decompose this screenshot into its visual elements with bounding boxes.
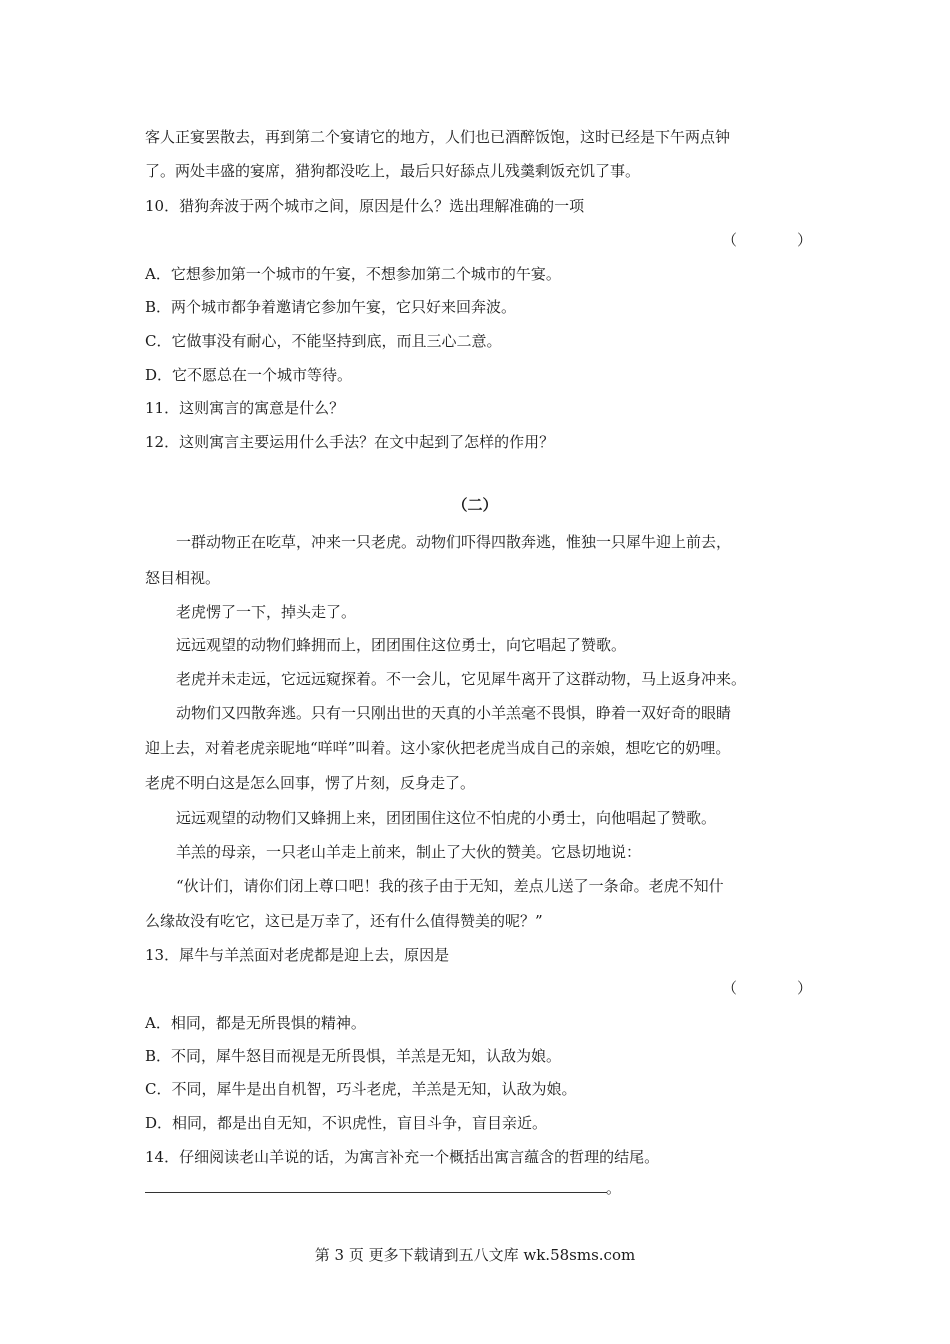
question-14: 14．仔细阅读老山羊说的话，为寓言补充一个概括出寓言蕴含的哲理的结尾。 bbox=[145, 1148, 660, 1166]
question-13-option-a: A．相同，都是无所畏惧的精神。 bbox=[145, 1014, 366, 1032]
passage-2-line-8: 老虎不明白这是怎么回事，愣了片刻，反身走了。 bbox=[145, 774, 476, 792]
question-12: 12．这则寓言主要运用什么手法？在文中起到了怎样的作用？ bbox=[145, 433, 555, 451]
section-title: （二） bbox=[452, 496, 498, 514]
question-10-answer-paren: （ ） bbox=[722, 231, 813, 249]
passage-2-line-5: 老虎并未走远，它远远窥探着。不一会儿，它见犀牛离开了这群动物，马上返身冲来。 bbox=[176, 670, 747, 688]
passage-2-line-4: 远远观望的动物们蜂拥而上，团团围住这位勇士，向它唱起了赞歌。 bbox=[176, 636, 627, 654]
passage-2-line-12: 么缘故没有吃它，这已是万幸了，还有什么值得赞美的呢？” bbox=[145, 912, 543, 930]
question-13-answer-paren: （ ） bbox=[722, 979, 813, 997]
question-13-option-d: D．相同，都是出自无知，不识虎性，盲目斗争，盲目亲近。 bbox=[145, 1114, 548, 1132]
page-footer: 第 3 页 更多下载请到五八文库 wk.58sms.com bbox=[314, 1246, 636, 1264]
passage-2-line-3: 老虎愣了一下，掉头走了。 bbox=[176, 603, 357, 621]
question-10-stem: 10．猎狗奔波于两个城市之间，原因是什么？选出理解准确的一项 bbox=[145, 197, 585, 215]
passage-2-line-2: 怒目相视。 bbox=[145, 569, 221, 587]
passage-2-line-7: 迎上去，对着老虎亲昵地“咩咩”叫着。这小家伙把老虎当成自己的亲娘，想吃它的奶哩。 bbox=[145, 739, 731, 757]
passage-1-line-1: 客人正宴罢散去，再到第二个宴请它的地方，人们也已酒醉饭饱，这时已经是下午两点钟 bbox=[145, 128, 731, 146]
passage-2-line-10: 羊羔的母亲，一只老山羊走上前来，制止了大伙的赞美。它恳切地说： bbox=[176, 843, 642, 861]
question-13-option-b: B．不同，犀牛怒目而视是无所畏惧，羊羔是无知，认敌为娘。 bbox=[145, 1047, 562, 1065]
answer-blank-period: 。 bbox=[606, 1179, 622, 1197]
passage-1-line-2: 了。两处丰盛的宴席，猎狗都没吃上，最后只好舔点儿残羹剩饭充饥了事。 bbox=[145, 162, 641, 180]
passage-2-line-1: 一群动物正在吃草，冲来一只老虎。动物们吓得四散奔逃，惟独一只犀牛迎上前去， bbox=[176, 533, 732, 551]
answer-blank-line[interactable] bbox=[145, 1192, 607, 1193]
passage-2-line-9: 远远观望的动物们又蜂拥上来，团团围住这位不怕虎的小勇士，向他唱起了赞歌。 bbox=[176, 809, 717, 827]
question-13-stem: 13．犀牛与羊羔面对老虎都是迎上去，原因是 bbox=[145, 946, 450, 964]
question-10-option-a: A．它想参加第一个城市的午宴，不想参加第二个城市的午宴。 bbox=[145, 265, 561, 283]
question-10-option-c: C．它做事没有耐心，不能坚持到底，而且三心二意。 bbox=[145, 332, 502, 350]
question-13-option-c: C．不同，犀牛是出自机智，巧斗老虎，羊羔是无知，认敌为娘。 bbox=[145, 1080, 577, 1098]
passage-2-line-6: 动物们又四散奔逃。只有一只刚出世的天真的小羊羔毫不畏惧，睁着一双好奇的眼睛 bbox=[176, 704, 732, 722]
question-10-option-d: D．它不愿总在一个城市等待。 bbox=[145, 366, 353, 384]
passage-2-line-11: “伙计们，请你们闭上尊口吧！我的孩子由于无知，差点儿送了一条命。老虎不知什 bbox=[176, 877, 724, 895]
question-10-option-b: B．两个城市都争着邀请它参加午宴，它只好来回奔波。 bbox=[145, 298, 517, 316]
question-11: 11．这则寓言的寓意是什么？ bbox=[145, 399, 345, 417]
